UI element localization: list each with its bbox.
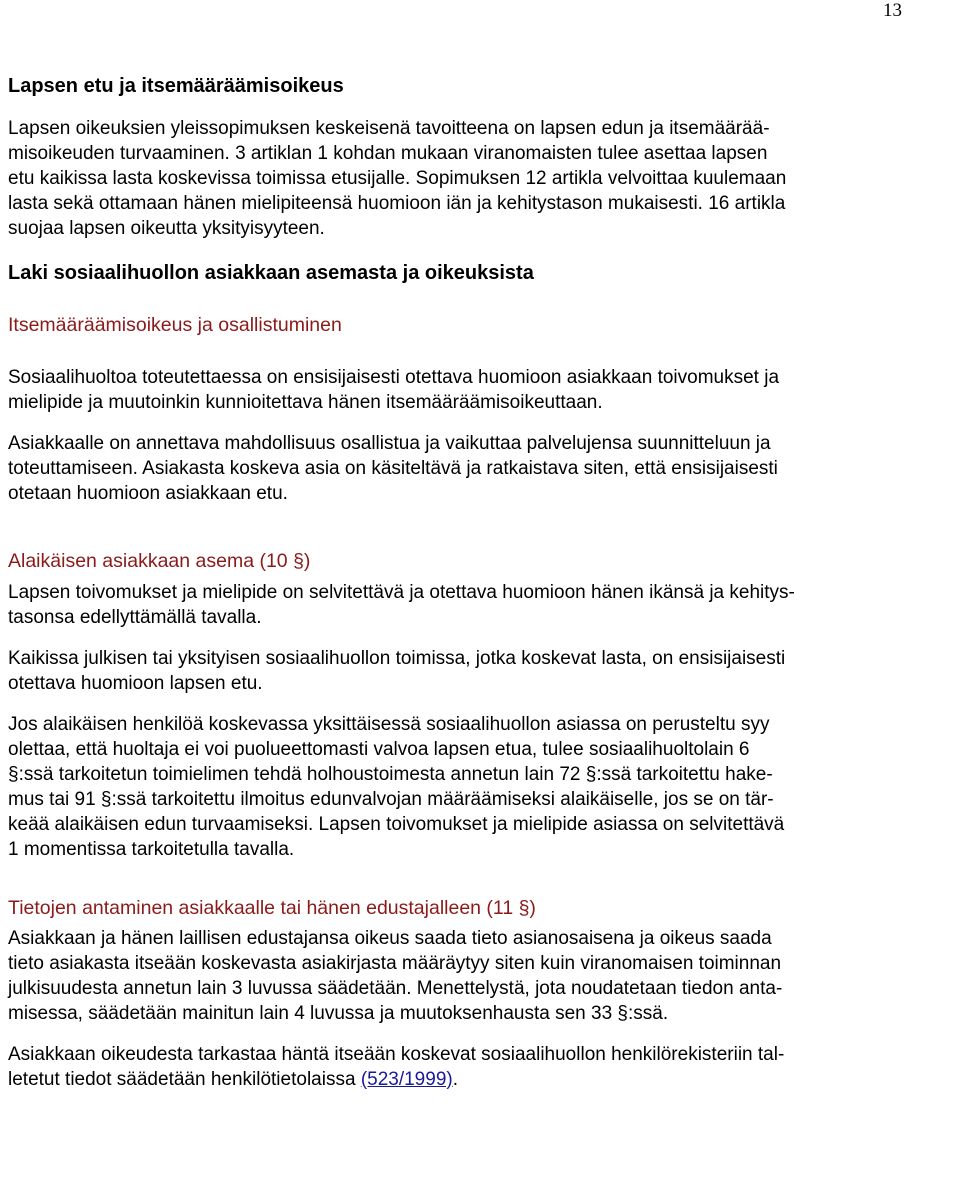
- text-line-suffix: .: [452, 1069, 458, 1090]
- text-line: mus tai 91 §:ssä tarkoitettu ilmoitus edunvalvojan määräämiseksi alaikäiselle, jos se on tär-: [8, 789, 774, 810]
- paragraph-self-determination: [8, 365, 952, 415]
- paragraph-participation: [8, 431, 952, 506]
- text-line: lasta sekä ottamaan hänen mielipiteensä huomioon iän ja kehitystason mukaisesti. 16 artikla: [8, 193, 786, 214]
- text-line: Lapsen oikeuksien yleissopimuksen keskeisenä tavoitteena on lapsen edun ja itsemäärää-: [8, 118, 770, 139]
- text-line: otetaan huomioon asiakkaan etu.: [8, 483, 288, 504]
- paragraph-child-wishes: [8, 580, 952, 630]
- text-line: toteuttamiseen. Asiakasta koskeva asia on käsiteltävä ja ratkaistava siten, että ensisijaisesti: [8, 458, 778, 479]
- text-line: mielipide ja muutoinkin kunnioitettava hänen itsemääräämisoikeuttaan.: [8, 392, 603, 413]
- page-number: 13: [883, 0, 902, 21]
- text-line: julkisuudesta annetun lain 3 luvussa säädetään. Menettelystä, jota noudatetaan tiedon anta-: [8, 978, 783, 999]
- text-line: otettava huomioon lapsen etu.: [8, 673, 263, 694]
- law-reference-link[interactable]: (523/1999): [360, 1069, 453, 1090]
- paragraph-child-interest: [8, 646, 952, 696]
- paragraph-convention: [8, 116, 952, 241]
- section-title-child-best-interest: Lapsen etu ja itsemääräämisoikeus: [8, 75, 344, 97]
- text-line: Lapsen toivomukset ja mielipide on selvitettävä ja otettava huomioon hänen ikänsä ja kehitys-: [8, 582, 795, 603]
- text-line: misessa, säädetään mainitun lain 4 luvussa ja muutoksenhausta sen 33 §:ssä.: [8, 1003, 669, 1024]
- subsection-title-minor-client: Alaikäisen asiakkaan asema (10 §): [8, 550, 311, 572]
- text-line: [8, 1067, 952, 1092]
- text-line: etu kaikissa lasta koskevissa toimissa etusijalle. Sopimuksen 12 artikla velvoittaa kuulemaan: [8, 168, 787, 189]
- paragraph-guardian: [8, 712, 952, 862]
- text-line-prefix: letetut tiedot säädetään henkilötietolaissa: [8, 1069, 361, 1090]
- text-line: Asiakkaan ja hänen laillisen edustajansa oikeus saada tieto asianosaisena ja oikeus saada: [8, 928, 772, 949]
- text-line: tasonsa edellyttämällä tavalla.: [8, 607, 262, 628]
- text-line: keää alaikäisen edun turvaamiseksi. Lapsen toivomukset ja mielipide asiassa on selvitettävä: [8, 814, 785, 835]
- paragraph-register-check: [8, 1042, 952, 1092]
- text-line: olettaa, että huoltaja ei voi puolueettomasti valvoa lapsen etua, tulee sosiaalihuoltolain 6: [8, 739, 750, 760]
- section-title-client-act: Laki sosiaalihuollon asiakkaan asemasta ja oikeuksista: [8, 262, 534, 284]
- text-line: Asiakkaan oikeudesta tarkastaa häntä itseään koskevat sosiaalihuollon henkilörekisteriin tal-: [8, 1044, 785, 1065]
- text-line: Jos alaikäisen henkilöä koskevassa yksittäisessä sosiaalihuollon asiassa on perusteltu syy: [8, 714, 770, 735]
- text-line: 1 momentissa tarkoitetulla tavalla.: [8, 839, 295, 860]
- text-line: Asiakkaalle on annettava mahdollisuus osallistua ja vaikuttaa palvelujensa suunnitteluun ja: [8, 433, 771, 454]
- text-line: §:ssä tarkoitetun toimielimen tehdä holhoustoimesta annetun lain 72 §:ssä tarkoitettu hake-: [8, 764, 773, 785]
- text-line: tieto asiakasta itseään koskevasta asiakirjasta määräytyy siten kuin viranomaisen toiminnan: [8, 953, 782, 974]
- text-line: Sosiaalihuoltoa toteutettaessa on ensisijaisesti otettava huomioon asiakkaan toivomukset ja: [8, 367, 780, 388]
- subsection-title-self-determination: Itsemääräämisoikeus ja osallistuminen: [8, 314, 342, 336]
- text-line: misoikeuden turvaaminen. 3 artiklan 1 kohdan mukaan viranomaisten tulee asettaa lapsen: [8, 143, 768, 164]
- paragraph-information-right: [8, 926, 952, 1026]
- text-line: Kaikissa julkisen tai yksityisen sosiaalihuollon toimissa, jotka koskevat lasta, on ensisijaisesti: [8, 648, 786, 669]
- document-body: [8, 74, 952, 1092]
- text-line: suojaa lapsen oikeutta yksityisyyteen.: [8, 218, 325, 239]
- subsection-title-information: Tietojen antaminen asiakkaalle tai hänen edustajalleen (11 §): [8, 897, 536, 919]
